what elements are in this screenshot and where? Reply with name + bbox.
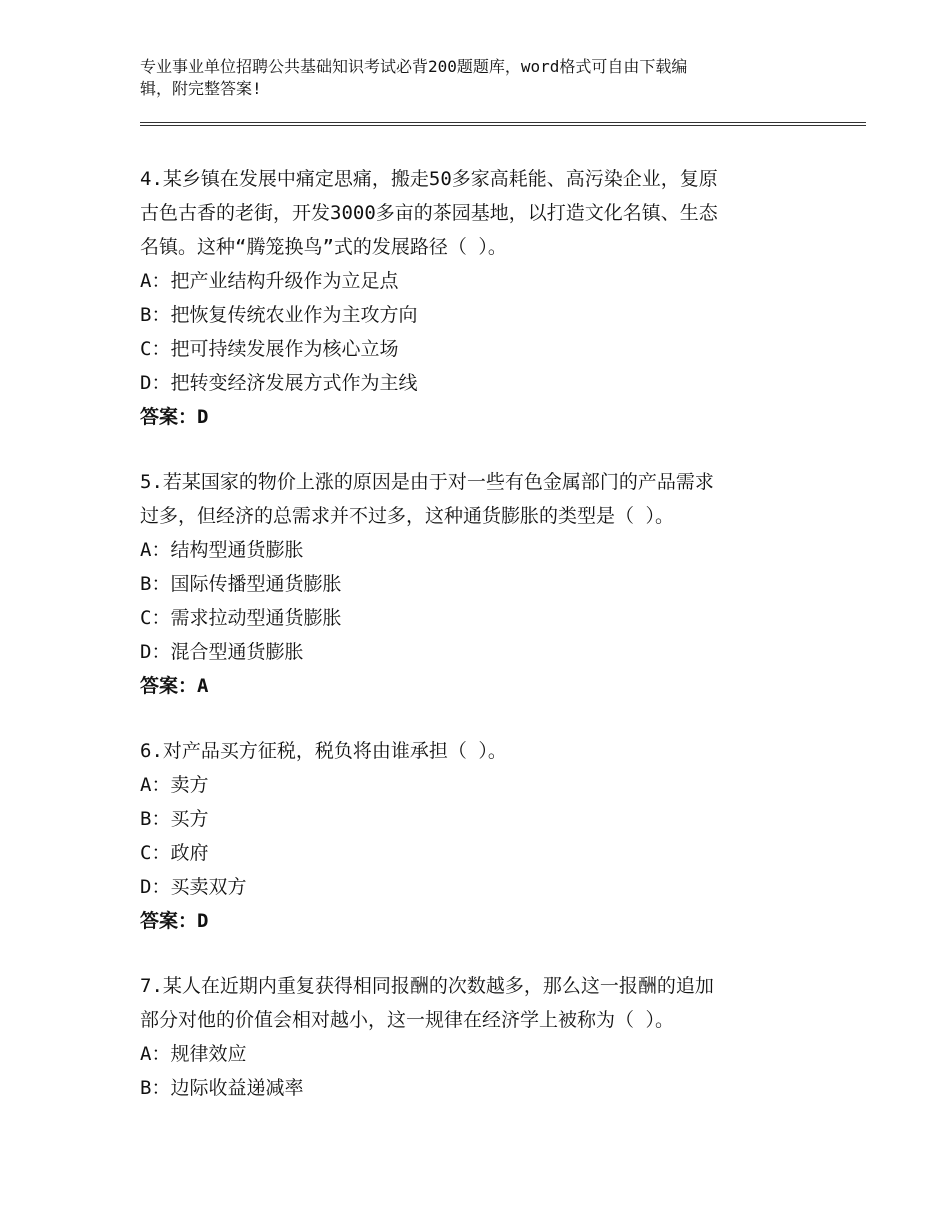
answer-line: 答案：A (140, 675, 209, 697)
header-line-1: 专业事业单位招聘公共基础知识考试必背200题题库，word格式可自由下载编 (140, 57, 688, 76)
question-6 (140, 734, 840, 938)
document-header (140, 56, 820, 100)
question-stem-line: 过多，但经济的总需求并不过多，这种通货膨胀的类型是（ ）。 (140, 505, 674, 527)
option-c: C：需求拉动型通货膨胀 (140, 607, 342, 629)
question-stem-line: 部分对他的价值会相对越小，这一规律在经济学上被称为（ ）。 (140, 1009, 674, 1031)
question-5 (140, 465, 840, 703)
header-line-2: 辑，附完整答案! (140, 79, 262, 98)
option-a: A：把产业结构升级作为立足点 (140, 270, 399, 292)
option-b: B：把恢复传统农业作为主攻方向 (140, 304, 418, 326)
answer-line: 答案：D (140, 910, 209, 932)
option-b: B：国际传播型通货膨胀 (140, 573, 342, 595)
question-list (140, 162, 840, 1136)
answer-line: 答案：D (140, 406, 209, 428)
option-c: C：把可持续发展作为核心立场 (140, 338, 399, 360)
option-a: A：卖方 (140, 774, 209, 796)
question-stem-line: 6.对产品买方征税，税负将由谁承担（ ）。 (140, 740, 507, 762)
option-d: D：混合型通货膨胀 (140, 641, 304, 663)
option-a: A：结构型通货膨胀 (140, 539, 304, 561)
option-b: B：买方 (140, 808, 209, 830)
option-c: C：政府 (140, 842, 209, 864)
question-stem-line: 5.若某国家的物价上涨的原因是由于对一些有色金属部门的产品需求 (140, 471, 714, 493)
question-stem-line: 名镇。这种“腾笼换鸟”式的发展路径（ ）。 (140, 236, 507, 258)
question-stem-line: 4.某乡镇在发展中痛定思痛，搬走50多家高耗能、高污染企业，复原 (140, 168, 718, 190)
question-7 (140, 969, 840, 1105)
question-4 (140, 162, 840, 434)
option-b: B：边际收益递减率 (140, 1077, 304, 1099)
question-stem-line: 古色古香的老街，开发3000多亩的茶园基地，以打造文化名镇、生态 (140, 202, 718, 224)
option-a: A：规律效应 (140, 1043, 247, 1065)
option-d: D：买卖双方 (140, 876, 247, 898)
question-stem-line: 7.某人在近期内重复获得相同报酬的次数越多，那么这一报酬的追加 (140, 975, 714, 997)
header-divider-top (140, 122, 866, 123)
header-divider-bottom (140, 125, 866, 126)
option-d: D：把转变经济发展方式作为主线 (140, 372, 418, 394)
